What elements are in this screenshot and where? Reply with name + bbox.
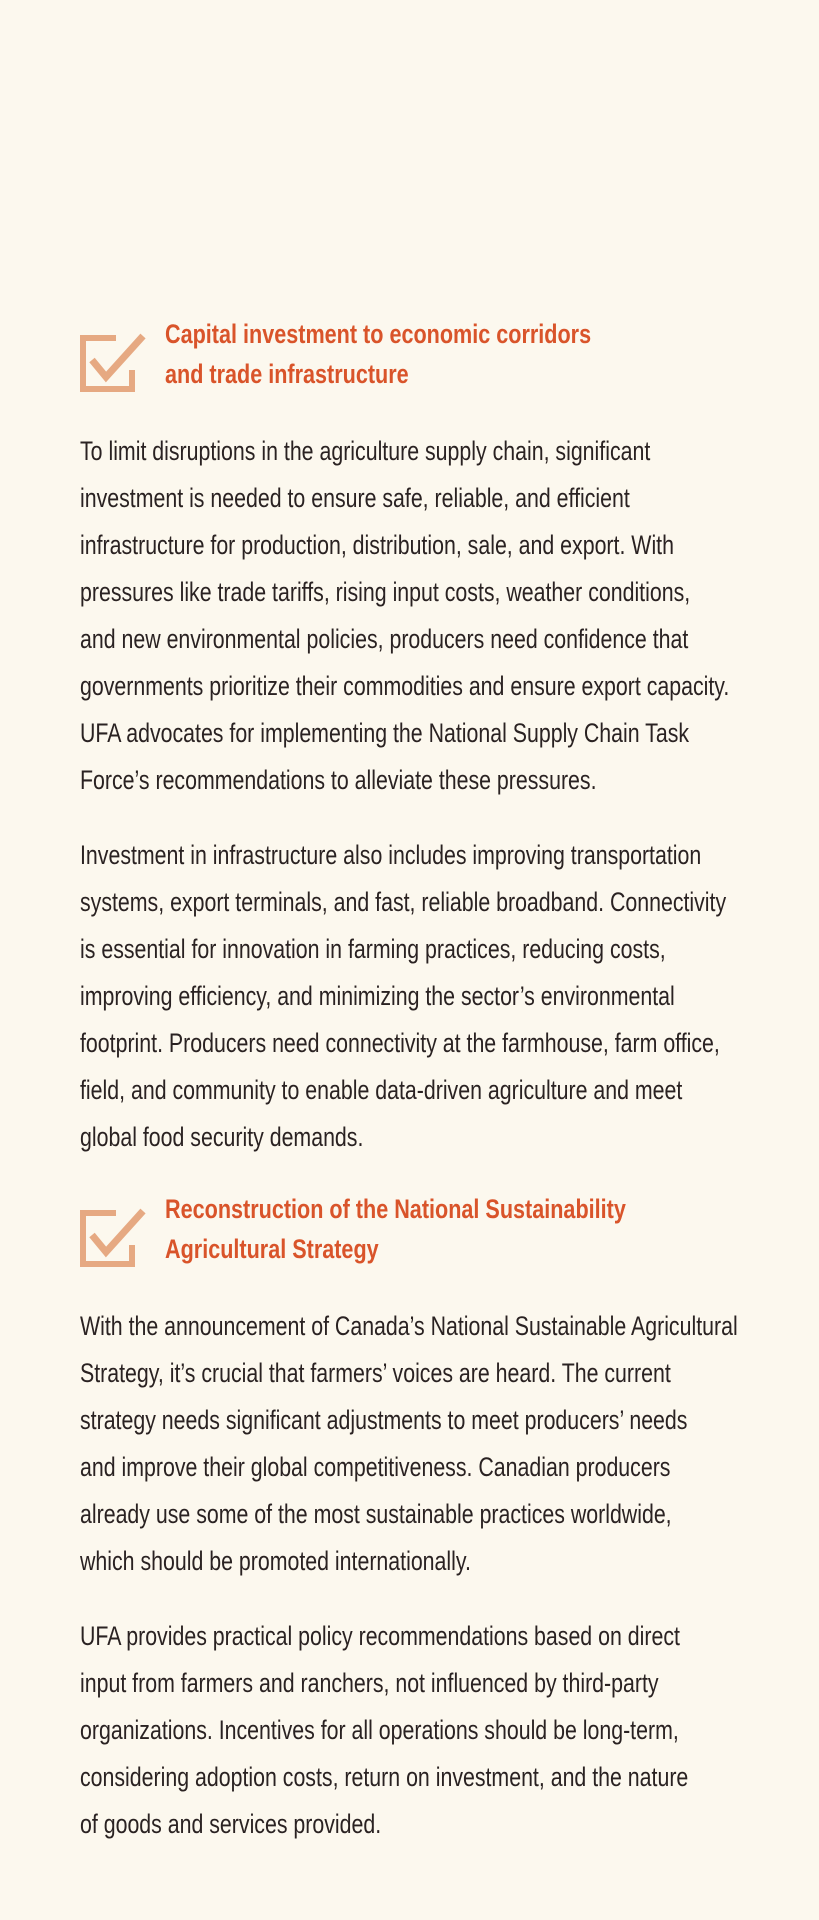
text-line: With the announcement of Canada’s National Sustainable Agricultural	[80, 1311, 738, 1341]
text-line: is essential for innovation in farming practices, reducing costs,	[80, 934, 666, 964]
body-paragraph	[80, 428, 780, 804]
text-line: which should be promoted internationally.	[80, 1546, 471, 1576]
section-title	[165, 314, 613, 394]
body-paragraph	[80, 1303, 780, 1585]
document-content	[80, 314, 780, 1876]
section-title-line: and trade infrastructure	[165, 359, 409, 389]
text-line: strategy needs significant adjustments to meet producers’ needs	[80, 1405, 688, 1435]
text-line: systems, export terminals, and fast, reliable broadband. Connectivity	[80, 887, 727, 917]
section-title-line: Capital investment to economic corridors	[165, 319, 592, 349]
text-line: organizations. Incentives for all operations should be long-term,	[80, 1715, 679, 1745]
text-line: improving efficiency, and minimizing the sector’s environmental	[80, 981, 675, 1011]
section-sustainability-strategy	[80, 1189, 780, 1848]
text-line: considering adoption costs, return on investment, and the nature	[80, 1762, 689, 1792]
text-line: of goods and services provided.	[80, 1809, 382, 1839]
text-line: infrastructure for production, distribution, sale, and export. With	[80, 530, 674, 560]
text-line: UFA advocates for implementing the National Supply Chain Task	[80, 718, 690, 748]
text-line: footprint. Producers need connectivity at the farmhouse, farm office,	[80, 1028, 720, 1058]
body-paragraph	[80, 832, 780, 1161]
text-line: field, and community to enable data-driven agriculture and meet	[80, 1075, 683, 1105]
text-line: global food security demands.	[80, 1122, 364, 1152]
text-line: Strategy, it’s crucial that farmers’ voices are heard. The current	[80, 1358, 671, 1388]
text-line: input from farmers and ranchers, not influenced by third-party	[80, 1668, 659, 1698]
text-line: and new environmental policies, producers need confidence that	[80, 624, 689, 654]
text-line: UFA provides practical policy recommendations based on direct	[80, 1621, 680, 1651]
checkbox-checked-icon	[80, 332, 146, 394]
text-line: pressures like trade tariffs, rising input costs, weather conditions,	[80, 577, 691, 607]
section-title-line: Reconstruction of the National Sustainability	[165, 1194, 626, 1224]
section-heading	[80, 1189, 780, 1269]
section-capital-investment	[80, 314, 780, 1161]
text-line: To limit disruptions in the agriculture supply chain, significant	[80, 436, 651, 466]
section-title	[165, 1189, 626, 1269]
section-heading	[80, 314, 780, 394]
text-line: investment is needed to ensure safe, reliable, and efficient	[80, 483, 630, 513]
text-line: governments prioritize their commodities and ensure export capacity.	[80, 671, 730, 701]
checkbox-checked-icon	[80, 1207, 146, 1269]
body-paragraph	[80, 1613, 780, 1848]
text-line: Force’s recommendations to alleviate these pressures.	[80, 765, 597, 795]
text-line: Investment in infrastructure also includes improving transportation	[80, 840, 702, 870]
text-line: already use some of the most sustainable practices worldwide,	[80, 1499, 672, 1529]
section-title-line: Agricultural Strategy	[165, 1234, 379, 1264]
text-line: and improve their global competitiveness. Canadian producers	[80, 1452, 671, 1482]
